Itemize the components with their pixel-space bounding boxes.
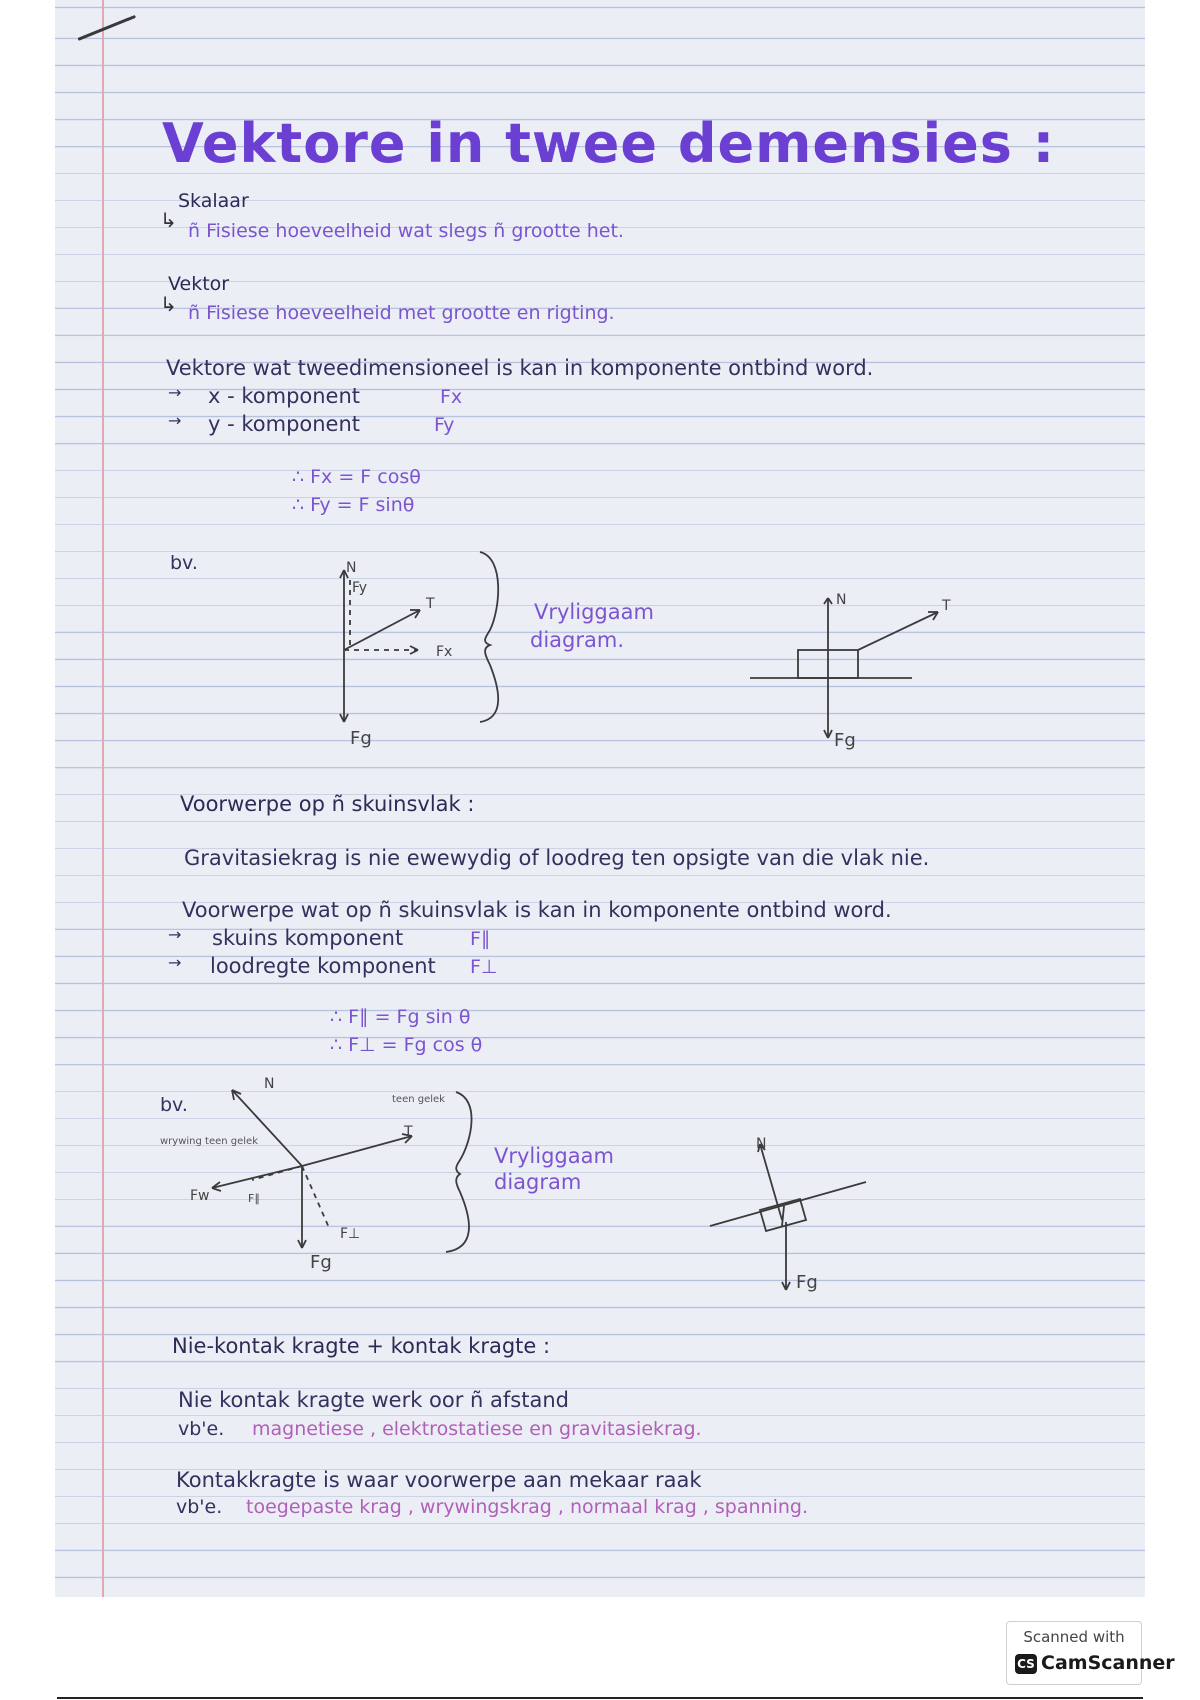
free-body-diagram-1 <box>300 550 540 750</box>
equation-fx: ∴ Fx = F cosθ <box>292 466 421 488</box>
label-n: N <box>346 560 357 576</box>
label-fperp: F⊥ <box>340 1226 361 1242</box>
block-on-incline-diagram <box>700 1130 880 1310</box>
label-fg: Fg <box>310 1252 332 1273</box>
label-t-note: teen gelek <box>392 1094 445 1105</box>
x-component-line: x - komponent <box>208 384 361 408</box>
contact-examples: toegepaste krag , wrywingskrag , normaal krag , spanning. <box>246 1496 808 1518</box>
label-fy: Fy <box>352 580 368 596</box>
skalaar-definition: ñ Fisiese hoeveelheid wat slegs ñ grootte het. <box>188 220 624 242</box>
label-t-right: T <box>942 598 951 614</box>
contact-definition: Kontakkragte is waar voorwerpe aan mekaar raak <box>176 1468 702 1492</box>
label-fg-right: Fg <box>834 730 856 751</box>
equation-fy: ∴ Fy = F sinθ <box>292 494 415 516</box>
bullet-arrow-icon: → <box>168 411 182 430</box>
example-label: bv. <box>160 1094 188 1116</box>
watermark-caption: Scanned with <box>1023 1628 1125 1646</box>
y-component-line: y - komponent <box>208 412 361 436</box>
block-on-surface-diagram <box>740 590 960 750</box>
perpendicular-component-symbol: F⊥ <box>470 956 498 978</box>
margin-line <box>102 0 104 1597</box>
bullet-arrow-icon: → <box>168 383 182 402</box>
page-title: Vektore in twee demensies : <box>162 112 1056 175</box>
vektor-heading: Vektor <box>168 273 230 295</box>
parallel-component-line: skuins komponent <box>212 926 404 950</box>
watermark-brand: CamScanner <box>1041 1652 1175 1674</box>
x-component-symbol: Fx <box>440 386 463 408</box>
fbd-caption-1: Vryliggaam <box>494 1144 614 1168</box>
components-intro: Vektore wat tweedimensioneel is kan in komponente ontbind word. <box>166 356 874 380</box>
label-n: N <box>264 1076 275 1092</box>
noncontact-examples: magnetiese , elektrostatiese en gravitasiekrag. <box>252 1418 702 1440</box>
noncontact-definition: Nie kontak kragte werk oor ñ afstand <box>178 1388 569 1412</box>
arrow-icon: ↳ <box>160 208 177 232</box>
parallel-component-symbol: F∥ <box>470 928 491 950</box>
fbd-caption-1: Vryliggaam <box>534 600 654 624</box>
label-n-right: N <box>756 1136 767 1152</box>
fbd-caption-2: diagram <box>494 1170 582 1194</box>
perpendicular-component-line: loodregte komponent <box>210 954 436 978</box>
camscanner-watermark <box>1006 1621 1175 1685</box>
arrow-icon: ↳ <box>160 292 177 316</box>
label-fg: Fg <box>350 728 372 749</box>
label-t: T <box>426 596 435 612</box>
contact-heading: Nie-kontak kragte + kontak kragte : <box>172 1334 551 1358</box>
bullet-arrow-icon: → <box>168 925 182 944</box>
label-n-right: N <box>836 592 847 608</box>
fbd-caption-2: diagram. <box>530 628 624 652</box>
camscanner-logo-icon: CS <box>1015 1654 1037 1674</box>
label-fw: Fw <box>190 1188 210 1204</box>
example-label: bv. <box>170 552 198 574</box>
noncontact-example-prefix: vb'e. <box>178 1418 225 1440</box>
incline-line-1: Gravitasiekrag is nie ewewydig of loodreg ten opsigte van die vlak nie. <box>184 846 930 870</box>
skalaar-heading: Skalaar <box>178 190 249 212</box>
equation-fparallel: ∴ F∥ = Fg sin θ <box>330 1006 471 1028</box>
label-t: T <box>404 1124 413 1140</box>
free-body-diagram-2 <box>160 1070 500 1270</box>
incline-line-2: Voorwerpe wat op ñ skuinsvlak is kan in komponente ontbind word. <box>182 898 892 922</box>
bottom-divider <box>57 1697 1143 1699</box>
incline-heading: Voorwerpe op ñ skuinsvlak : <box>180 792 475 816</box>
contact-example-prefix: vb'e. <box>176 1496 223 1518</box>
vektor-definition: ñ Fisiese hoeveelheid met grootte en rigting. <box>188 302 615 324</box>
label-fx: Fx <box>436 644 453 660</box>
bullet-arrow-icon: → <box>168 953 182 972</box>
y-component-symbol: Fy <box>434 414 455 436</box>
equation-fperp: ∴ F⊥ = Fg cos θ <box>330 1034 483 1056</box>
label-fg-right: Fg <box>796 1272 818 1293</box>
label-friction-note: wrywing teen gelek <box>160 1136 258 1147</box>
label-fparallel: F∥ <box>248 1192 260 1205</box>
